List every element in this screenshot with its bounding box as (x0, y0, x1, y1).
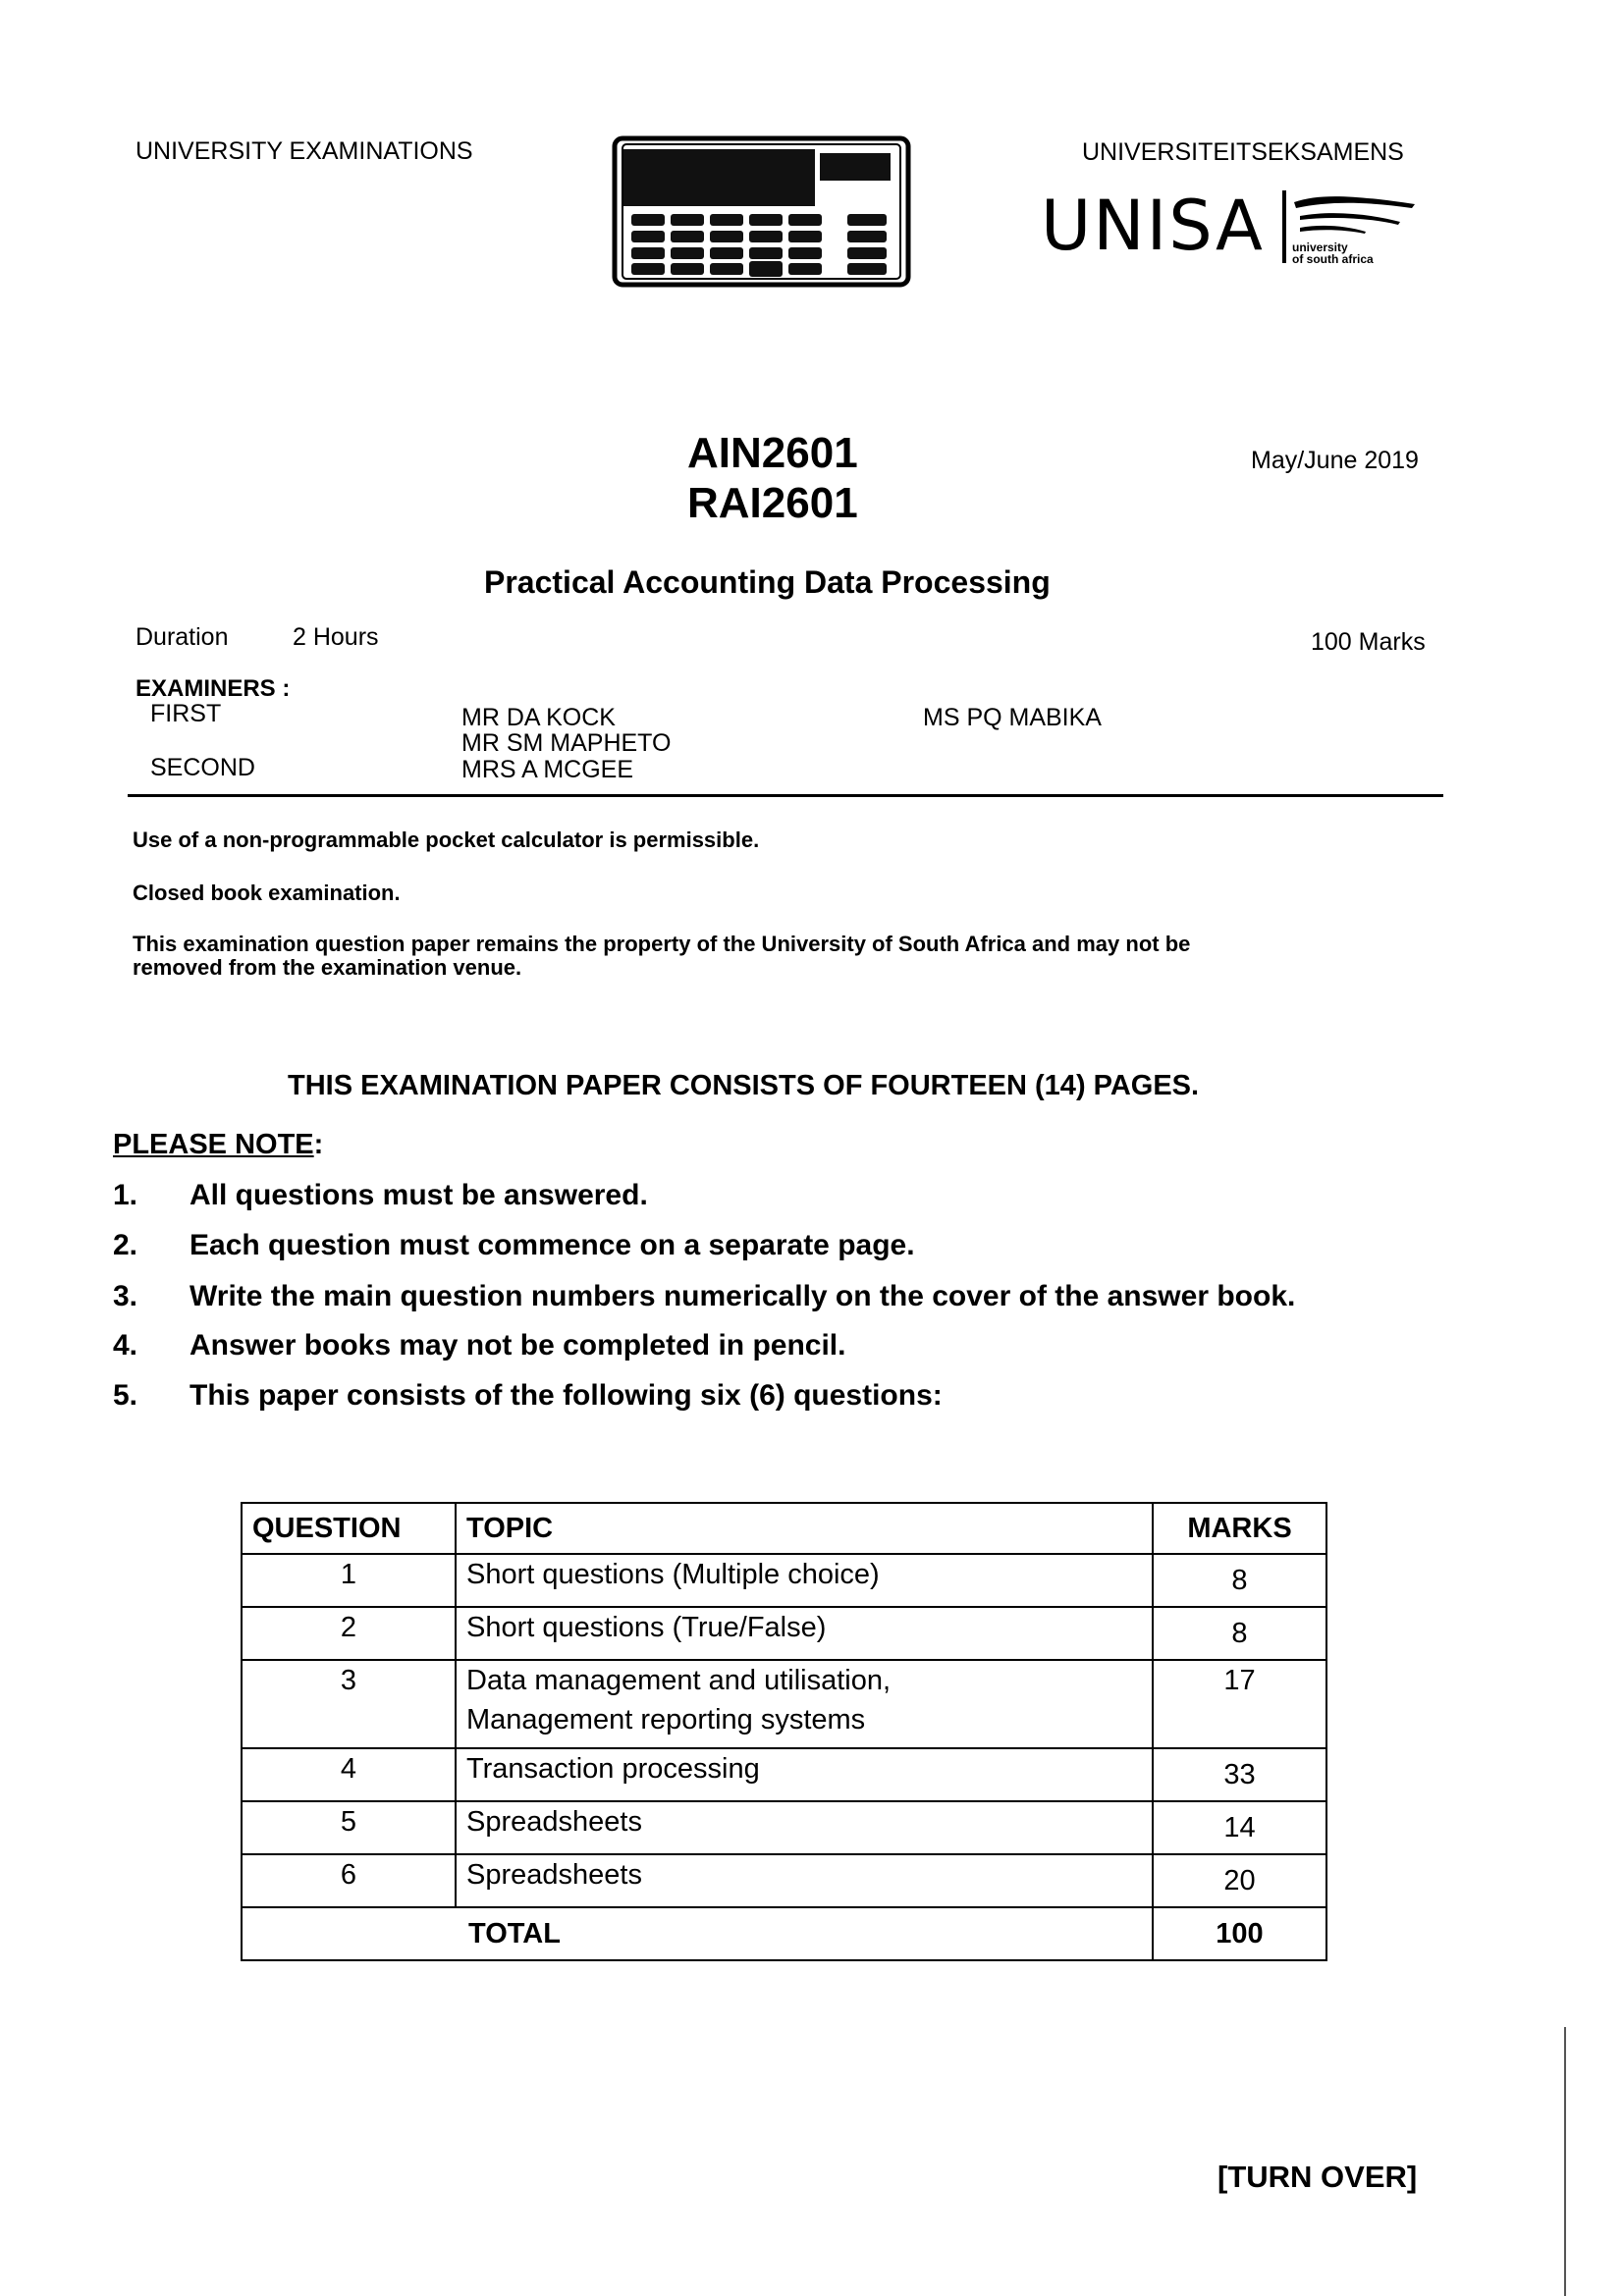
examiners-heading: EXAMINERS : (135, 675, 291, 702)
table-row (242, 1801, 1326, 1854)
question-number: 4 (242, 1748, 456, 1801)
table-total-row (242, 1907, 1326, 1960)
scan-edge-line (1564, 2027, 1566, 2296)
column-header-marks: MARKS (1153, 1503, 1326, 1554)
question-topic: Short questions (Multiple choice) (456, 1554, 1153, 1607)
question-marks: 14 (1153, 1801, 1326, 1854)
total-marks-label: 100 Marks (1311, 628, 1426, 656)
table-header-row (242, 1503, 1326, 1554)
questions-table (241, 1502, 1327, 1961)
question-marks: 33 (1153, 1748, 1326, 1801)
table-row (242, 1660, 1326, 1748)
question-topic: Transaction processing (456, 1748, 1153, 1801)
property-note-line-1: This examination question paper remains the property of the University of South Africa and may not be (133, 932, 1191, 956)
question-marks: 20 (1153, 1854, 1326, 1907)
note-item-number: 5. (113, 1379, 138, 1412)
examiner-first-name-1: MR DA KOCK (461, 704, 616, 731)
table-row (242, 1554, 1326, 1607)
logo-tagline (1292, 241, 1374, 265)
calculator-note: Use of a non-programmable pocket calculator is permissible. (133, 828, 760, 852)
question-number: 6 (242, 1854, 456, 1907)
question-topic: Short questions (True/False) (456, 1607, 1153, 1660)
duration-label: Duration (135, 623, 229, 651)
logo-tagline-1: university (1292, 240, 1348, 254)
question-topic: Spreadsheets (456, 1854, 1153, 1907)
duration-value: 2 Hours (293, 623, 379, 651)
logo-wordmark: UNISA (1041, 186, 1265, 266)
exam-date: May/June 2019 (1251, 447, 1419, 474)
please-note-colon: : (313, 1129, 324, 1160)
header-left: UNIVERSITY EXAMINATIONS (135, 137, 473, 165)
examiner-first-label: FIRST (150, 700, 222, 727)
note-item-text: Each question must commence on a separate page. (189, 1229, 915, 1261)
examiner-second-label: SECOND (150, 754, 255, 781)
note-item-number: 4. (113, 1329, 138, 1362)
please-note-heading (113, 1129, 323, 1161)
question-topic: Spreadsheets (456, 1801, 1153, 1854)
note-item-number: 1. (113, 1179, 138, 1211)
unisa-logo (1041, 187, 1424, 280)
calculator-icon (612, 135, 911, 288)
question-topic-line-2: Management reporting systems (466, 1704, 866, 1735)
exam-title: Practical Accounting Data Processing (484, 564, 1051, 600)
closed-book-note: Closed book examination. (133, 881, 401, 905)
logo-tagline-2: of south africa (1292, 252, 1374, 266)
question-number: 3 (242, 1660, 456, 1748)
table-row (242, 1748, 1326, 1801)
examiner-first-name-2: MR SM MAPHETO (461, 729, 672, 757)
question-number: 1 (242, 1554, 456, 1607)
note-item-text: Write the main question numbers numerically on the cover of the answer book. (189, 1280, 1296, 1312)
question-number: 2 (242, 1607, 456, 1660)
question-marks: 8 (1153, 1554, 1326, 1607)
note-item-text: All questions must be answered. (189, 1179, 648, 1211)
turn-over: [TURN OVER] (1217, 2160, 1418, 2194)
table-row (242, 1607, 1326, 1660)
note-item-text: This paper consists of the following six (6) questions: (189, 1379, 943, 1412)
question-topic-line-1: Data management and utilisation, (466, 1665, 892, 1696)
external-examiner: MS PQ MABIKA (923, 704, 1102, 731)
note-item-number: 3. (113, 1280, 138, 1312)
question-marks: 8 (1153, 1607, 1326, 1660)
column-header-topic: TOPIC (456, 1503, 1153, 1554)
question-marks: 17 (1153, 1660, 1326, 1748)
table-row (242, 1854, 1326, 1907)
page-count-statement: THIS EXAMINATION PAPER CONSISTS OF FOURTEEN (14) PAGES. (288, 1070, 1200, 1101)
note-item-number: 2. (113, 1229, 138, 1261)
please-note-label: PLEASE NOTE (113, 1129, 314, 1160)
header-rule (128, 794, 1443, 797)
question-topic (456, 1660, 1153, 1748)
column-header-question: QUESTION (242, 1503, 456, 1554)
property-note-line-2: removed from the examination venue. (133, 955, 522, 980)
logo-divider (1282, 190, 1286, 263)
logo-swoosh-icon (1292, 192, 1420, 240)
header-right: UNIVERSITEITSEKSAMENS (1082, 138, 1404, 166)
examiner-second-name: MRS A MCGEE (461, 756, 634, 783)
module-code-2: RAI2601 (687, 479, 858, 527)
note-item-text: Answer books may not be completed in pencil. (189, 1329, 846, 1362)
question-number: 5 (242, 1801, 456, 1854)
total-marks: 100 (1153, 1907, 1326, 1960)
total-label: TOTAL (242, 1907, 1153, 1960)
module-code-1: AIN2601 (687, 429, 858, 477)
